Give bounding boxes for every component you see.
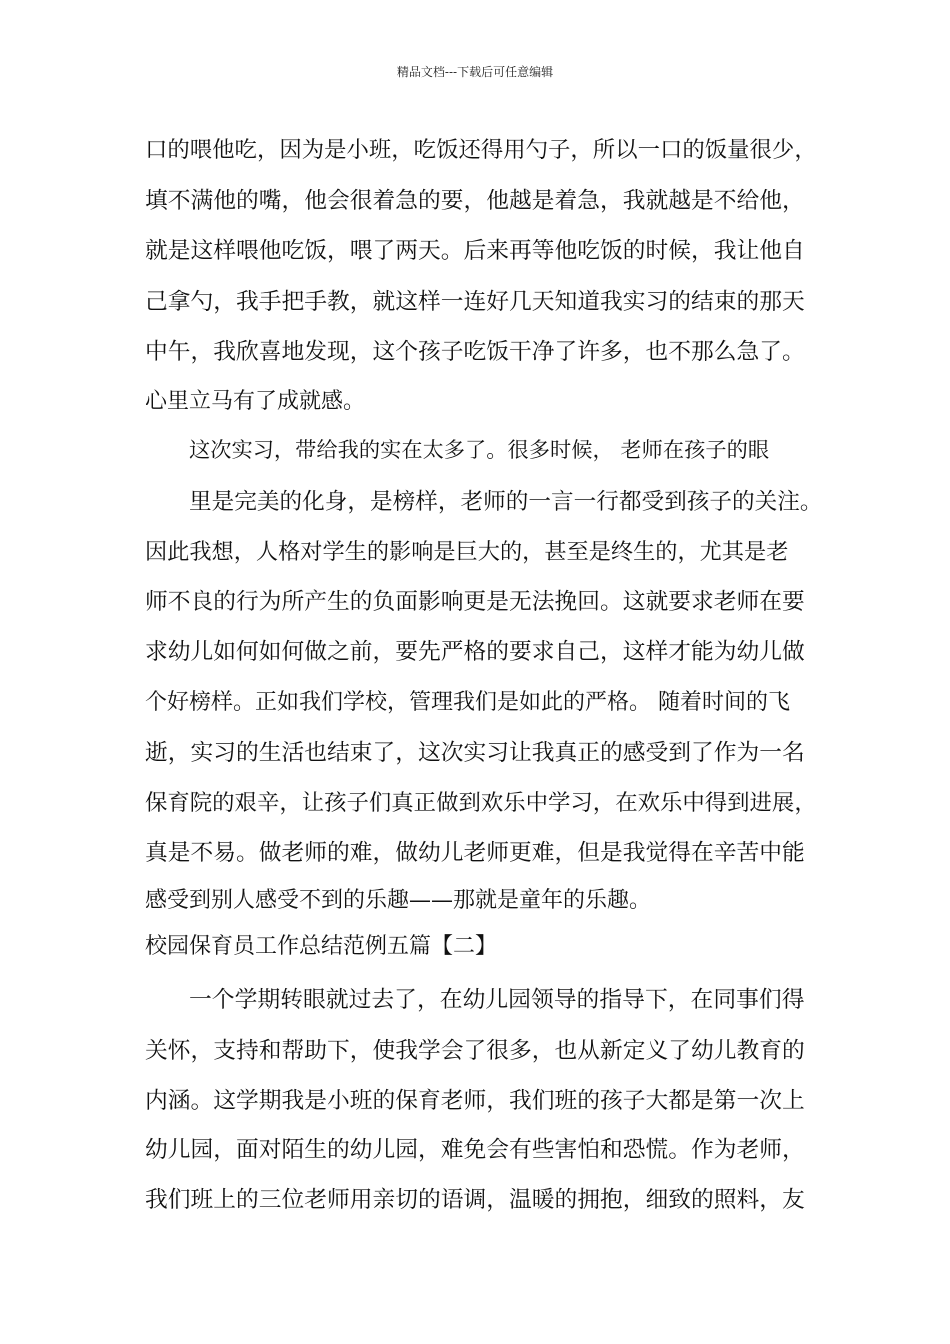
text-line: 因此我想，人格对学生的影响是巨大的，甚至是终生的，尤其是老 xyxy=(145,539,789,565)
page-header: 精品文档---下载后可任意编辑 xyxy=(396,65,554,79)
text-line: 内涵。这学期我是小班的保育老师，我们班的孩子大都是第一次上 xyxy=(145,1088,805,1114)
text-line: 幼儿园，面对陌生的幼儿园，难免会有些害怕和恐慌。作为老师， xyxy=(145,1137,805,1163)
text-line: 感受到别人感受不到的乐趣——那就是童年的乐趣。 xyxy=(145,888,652,913)
text-line: 我们班上的三位老师用亲切的语调，温暖的拥抱，细致的照料，友 xyxy=(145,1187,805,1213)
text-line: 中午，我欣喜地发现，这个孩子吃饭干净了许多，也不那么急了。 xyxy=(145,339,805,365)
text-line: 保育院的艰辛，让孩子们真正做到欢乐中学习，在欢乐中得到进展， xyxy=(145,790,817,816)
text-line: 逝，实习的生活也结束了，这次实习让我真正的感受到了作为一名 xyxy=(145,740,805,766)
text-line: 师不良的行为所产生的负面影响更是无法挽回。这就要求老师在要 xyxy=(145,589,805,615)
text-line: 心里立马有了成就感。 xyxy=(145,389,366,414)
paragraph-first-line: 这次实习，带给我的实在太多了。很多时候， 老师在孩子的眼 xyxy=(189,438,770,463)
text-line: 里是完美的化身，是榜样，老师的一言一行都受到孩子的关注。 xyxy=(189,489,823,515)
text-line: 个好榜样。正如我们学校，管理我们是如此的严格。 随着时间的飞 xyxy=(145,690,790,715)
paragraph-first-line: 一个学期转眼就过去了，在幼儿园领导的指导下，在同事们得 xyxy=(189,987,805,1013)
text-line: 真是不易。做老师的难，做幼儿老师更难，但是我觉得在辛苦中能 xyxy=(145,840,805,866)
text-line: 口的喂他吃，因为是小班，吃饭还得用勺子，所以一口的饭量很少， xyxy=(145,137,817,163)
text-line: 填不满他的嘴，他会很着急的要，他越是着急，我就越是不给他， xyxy=(145,188,805,214)
text-line: 就是这样喂他吃饭，喂了两天。后来再等他吃饭的时候，我让他自 xyxy=(145,238,805,264)
text-line: 求幼儿如何如何做之前，要先严格的要求自己，这样才能为幼儿做 xyxy=(145,639,805,665)
text-line: 己拿勺，我手把手教，就这样一连好几天知道我实习的结束的那天 xyxy=(145,289,805,315)
text-line: 关怀，支持和帮助下，使我学会了很多，也从新定义了幼儿教育的 xyxy=(145,1038,805,1064)
section-heading: 校园保育员工作总结范例五篇【二】 xyxy=(145,934,498,959)
